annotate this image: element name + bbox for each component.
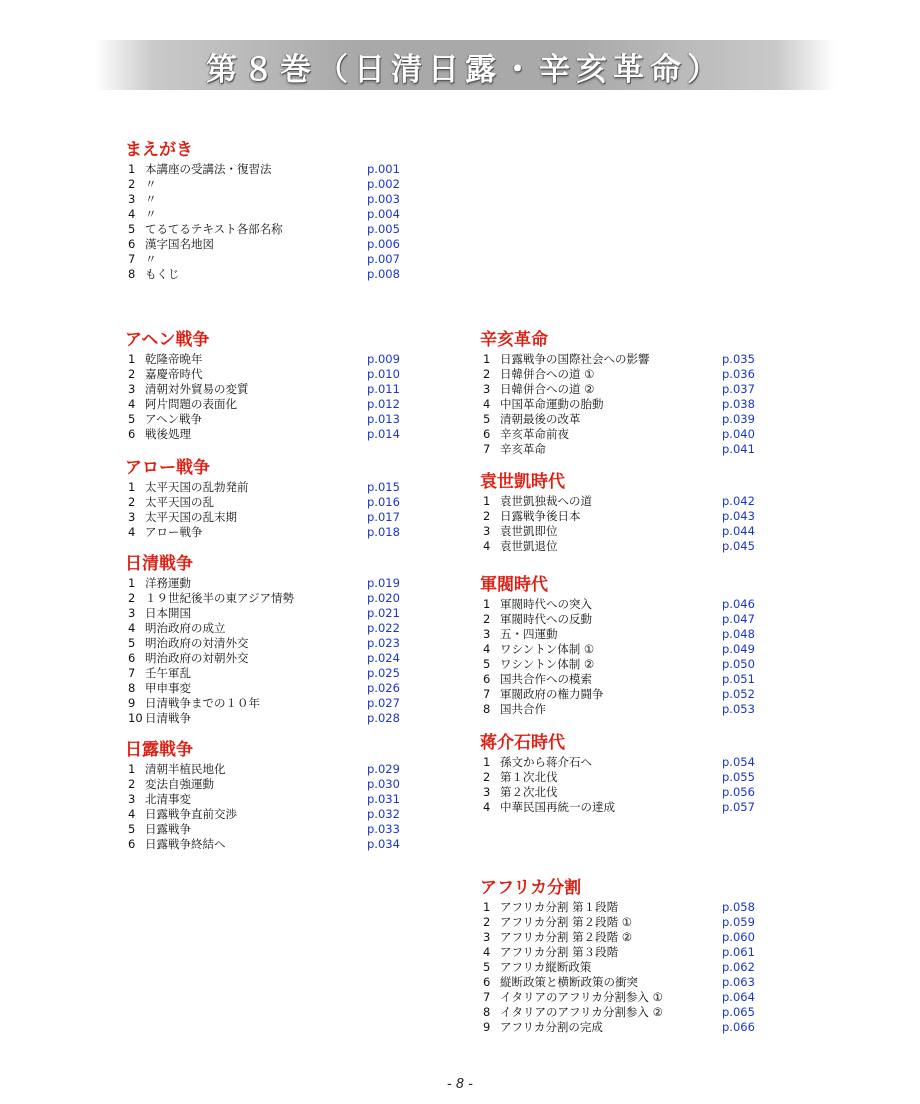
toc-entry — [125, 382, 400, 397]
entry-page-link[interactable]: p.025 — [367, 666, 400, 680]
toc-entry — [480, 642, 755, 657]
entry-number: 5 — [483, 657, 491, 671]
entry-page-link[interactable]: p.057 — [722, 800, 755, 814]
entry-page-link[interactable]: p.033 — [367, 822, 400, 836]
toc-entry — [480, 442, 755, 457]
entry-page-link[interactable]: p.013 — [367, 412, 400, 426]
toc-entry — [480, 672, 755, 687]
entry-page-link[interactable]: p.054 — [722, 755, 755, 769]
section-title: 日清戦争 — [125, 554, 193, 574]
toc-entry — [480, 975, 755, 990]
entry-page-link[interactable]: p.065 — [722, 1005, 755, 1019]
toc-section — [125, 458, 400, 540]
entry-number: 1 — [483, 597, 491, 611]
entry-number: 1 — [483, 900, 491, 914]
entry-number: 5 — [483, 412, 491, 426]
entry-title: 戦後処理 — [145, 427, 191, 441]
toc-entry — [125, 621, 400, 636]
entry-page-link[interactable]: p.043 — [722, 509, 755, 523]
entry-title: 辛亥革命 — [500, 442, 546, 456]
entry-page-link[interactable]: p.031 — [367, 792, 400, 806]
entry-number: 2 — [128, 367, 136, 381]
toc-entry — [480, 687, 755, 702]
entry-number: 9 — [128, 696, 136, 710]
entry-page-link[interactable]: p.062 — [722, 960, 755, 974]
entry-number: 2 — [128, 495, 136, 509]
toc-entry — [125, 267, 400, 282]
entry-page-link[interactable]: p.002 — [367, 177, 400, 191]
entry-page-link[interactable]: p.064 — [722, 990, 755, 1004]
toc-entry — [480, 945, 755, 960]
entry-page-link[interactable]: p.037 — [722, 382, 755, 396]
entry-page-link[interactable]: p.001 — [367, 162, 400, 176]
entry-title: イタリアのアフリカ分割参入 ② — [500, 1005, 663, 1019]
entry-title: イタリアのアフリカ分割参入 ① — [500, 990, 663, 1004]
entry-number: 2 — [483, 612, 491, 626]
toc-section — [125, 554, 400, 726]
entry-number: 1 — [128, 576, 136, 590]
entry-number: 2 — [128, 177, 136, 191]
entry-number: 1 — [483, 352, 491, 366]
entry-page-link[interactable]: p.004 — [367, 207, 400, 221]
entry-title: 日露戦争後日本 — [500, 509, 581, 523]
toc-entry — [125, 162, 400, 177]
toc-entry — [480, 800, 755, 815]
entry-title: 太平天国の乱末期 — [145, 510, 237, 524]
entry-title: 日露戦争直前交渉 — [145, 807, 237, 821]
entry-title: アフリカ縦断政策 — [500, 960, 592, 974]
entry-page-link[interactable]: p.053 — [722, 702, 755, 716]
entry-number: 1 — [128, 762, 136, 776]
entry-number: 7 — [483, 687, 491, 701]
toc-entry — [125, 666, 400, 681]
toc-entry — [125, 651, 400, 666]
entry-page-link[interactable]: p.017 — [367, 510, 400, 524]
entry-number: 5 — [128, 412, 136, 426]
title-banner — [95, 40, 835, 90]
entry-title: 軍閥時代への反動 — [500, 612, 592, 626]
toc-entry — [125, 606, 400, 621]
entry-title: １９世紀後半の東アジア情勢 — [145, 591, 295, 605]
entry-page-link[interactable]: p.038 — [722, 397, 755, 411]
entry-number: 4 — [128, 525, 136, 539]
entry-number: 7 — [128, 252, 136, 266]
entry-page-link[interactable]: p.015 — [367, 480, 400, 494]
toc-entry — [480, 1020, 755, 1035]
toc-entry — [480, 915, 755, 930]
entry-title: アロー戦争 — [145, 525, 203, 539]
entry-page-link[interactable]: p.051 — [722, 672, 755, 686]
entry-page-link[interactable]: p.011 — [367, 382, 400, 396]
entry-title: 洋務運動 — [145, 576, 191, 590]
toc-entry — [125, 792, 400, 807]
entry-number: 4 — [128, 807, 136, 821]
entry-title: 日韓併合への道 ② — [500, 382, 595, 396]
entry-title: 日本開国 — [145, 606, 191, 620]
entry-number: 2 — [483, 509, 491, 523]
entry-number: 6 — [128, 427, 136, 441]
entry-page-link[interactable]: p.009 — [367, 352, 400, 366]
entry-title: アフリカ分割 第３段階 — [500, 945, 619, 959]
toc-entry — [480, 494, 755, 509]
entry-number: 6 — [128, 237, 136, 251]
entry-title: 日清戦争 — [145, 711, 191, 725]
toc-entry — [480, 412, 755, 427]
entry-number: 4 — [128, 621, 136, 635]
toc-entry — [125, 192, 400, 207]
entry-page-link[interactable]: p.028 — [367, 711, 400, 725]
entry-number: 8 — [483, 1005, 491, 1019]
toc-entry — [480, 900, 755, 915]
entry-number: 4 — [128, 397, 136, 411]
entry-number: 3 — [483, 785, 491, 799]
toc-entry — [125, 207, 400, 222]
entry-page-link[interactable]: p.063 — [722, 975, 755, 989]
entry-title: 漢字国名地図 — [145, 237, 214, 251]
entry-number: 5 — [128, 636, 136, 650]
entry-title: 中国革命運動の胎動 — [500, 397, 604, 411]
entry-title: 嘉慶帝時代 — [145, 367, 203, 381]
entry-page-link[interactable]: p.048 — [722, 627, 755, 641]
entry-title: 清朝最後の改革 — [500, 412, 581, 426]
entry-page-link[interactable]: p.023 — [367, 636, 400, 650]
toc-section — [480, 575, 755, 717]
entry-number: 1 — [128, 480, 136, 494]
entry-number: 6 — [483, 975, 491, 989]
toc-entry — [125, 427, 400, 442]
entry-title: 〃 — [145, 207, 157, 221]
entry-title: 軍閥政府の権力闘争 — [500, 687, 604, 701]
toc-entry — [480, 397, 755, 412]
entry-page-link[interactable]: p.008 — [367, 267, 400, 281]
entry-page-link[interactable]: p.059 — [722, 915, 755, 929]
entry-number: 3 — [128, 192, 136, 206]
entry-title: 国共合作 — [500, 702, 546, 716]
toc-entry — [125, 696, 400, 711]
entry-page-link[interactable]: p.022 — [367, 621, 400, 635]
entry-page-link[interactable]: p.019 — [367, 576, 400, 590]
entry-page-link[interactable]: p.042 — [722, 494, 755, 508]
entry-page-link[interactable]: p.035 — [722, 352, 755, 366]
entry-page-link[interactable]: p.041 — [722, 442, 755, 456]
entry-title: 清朝半植民地化 — [145, 762, 226, 776]
toc-section — [125, 140, 400, 282]
entry-title: 日清戦争までの１０年 — [145, 696, 260, 710]
entry-number: 3 — [483, 524, 491, 538]
entry-title: 中華民国再統一の達成 — [500, 800, 615, 814]
entry-title: 甲申事変 — [145, 681, 191, 695]
entry-page-link[interactable]: p.018 — [367, 525, 400, 539]
section-items — [480, 900, 755, 1035]
entry-title: 壬午軍乱 — [145, 666, 191, 680]
section-title: 蒋介石時代 — [480, 733, 565, 753]
toc-entry — [125, 711, 400, 726]
toc-entry — [480, 524, 755, 539]
toc-entry — [125, 525, 400, 540]
entry-number: 4 — [483, 945, 491, 959]
entry-page-link[interactable]: p.050 — [722, 657, 755, 671]
entry-page-link[interactable]: p.003 — [367, 192, 400, 206]
entry-title: アフリカ分割の完成 — [500, 1020, 603, 1034]
entry-page-link[interactable]: p.029 — [367, 762, 400, 776]
entry-number: 3 — [128, 792, 136, 806]
entry-page-link[interactable]: p.061 — [722, 945, 755, 959]
toc-entry — [480, 509, 755, 524]
section-title: 軍閥時代 — [480, 575, 548, 595]
entry-title: 袁世凱独裁への道 — [500, 494, 592, 508]
entry-title: アフリカ分割 第１段階 — [500, 900, 619, 914]
entry-number: 6 — [483, 672, 491, 686]
toc-entry — [480, 612, 755, 627]
entry-title: 太平天国の乱勃発前 — [145, 480, 249, 494]
entry-title: 袁世凱即位 — [500, 524, 558, 538]
entry-number: 3 — [483, 627, 491, 641]
entry-number: 5 — [483, 960, 491, 974]
entry-page-link[interactable]: p.012 — [367, 397, 400, 411]
section-items — [125, 162, 400, 282]
entry-page-link[interactable]: p.020 — [367, 591, 400, 605]
toc-entry — [480, 627, 755, 642]
toc-entry — [480, 1005, 755, 1020]
entry-title: 〃 — [145, 252, 157, 266]
entry-page-link[interactable]: p.016 — [367, 495, 400, 509]
section-title: 袁世凱時代 — [480, 472, 565, 492]
section-title: まえがき — [125, 140, 193, 160]
entry-number: 4 — [483, 539, 491, 553]
entry-number: 8 — [483, 702, 491, 716]
entry-number: 10 — [128, 711, 143, 725]
toc-entry — [125, 367, 400, 382]
section-items — [125, 576, 400, 726]
toc-entry — [125, 412, 400, 427]
toc-entry — [125, 591, 400, 606]
entry-title: 第１次北伐 — [500, 770, 558, 784]
entry-number: 8 — [128, 681, 136, 695]
entry-number: 6 — [483, 427, 491, 441]
toc-entry — [125, 576, 400, 591]
toc-entry — [480, 755, 755, 770]
toc-entry — [480, 930, 755, 945]
toc-entry — [125, 352, 400, 367]
entry-number: 7 — [128, 666, 136, 680]
toc-entry — [480, 785, 755, 800]
toc-entry — [125, 177, 400, 192]
entry-title: 五・四運動 — [500, 627, 558, 641]
entry-number: 3 — [128, 510, 136, 524]
entry-number: 2 — [128, 591, 136, 605]
entry-title: ワシントン体制 ① — [500, 642, 595, 656]
toc-section — [480, 733, 755, 815]
toc-entry — [125, 636, 400, 651]
toc-entry — [480, 990, 755, 1005]
entry-title: 日韓併合への道 ① — [500, 367, 595, 381]
section-items — [480, 755, 755, 815]
toc-section — [480, 878, 755, 1035]
toc-entry — [125, 837, 400, 852]
volume-title: 第８巻（日清日露・辛亥革命） — [206, 52, 724, 88]
entry-title: アフリカ分割 第２段階 ① — [500, 915, 633, 929]
toc-entry — [480, 702, 755, 717]
entry-page-link[interactable]: p.026 — [367, 681, 400, 695]
entry-number: 2 — [483, 915, 491, 929]
entry-page-link[interactable]: p.066 — [722, 1020, 755, 1034]
entry-number: 2 — [483, 770, 491, 784]
toc-section — [480, 472, 755, 554]
entry-number: 2 — [128, 777, 136, 791]
entry-title: 日露戦争の国際社会への影響 — [500, 352, 650, 366]
toc-entry — [480, 770, 755, 785]
toc-entry — [480, 960, 755, 975]
section-items — [480, 494, 755, 554]
entry-title: 清朝対外貿易の変質 — [145, 382, 249, 396]
entry-title: 〃 — [145, 192, 157, 206]
toc-entry — [125, 397, 400, 412]
entry-title: 明治政府の対清外交 — [145, 636, 249, 650]
entry-number: 4 — [483, 397, 491, 411]
toc-entry — [125, 252, 400, 267]
toc-entry — [480, 427, 755, 442]
entry-page-link[interactable]: p.039 — [722, 412, 755, 426]
entry-number: 6 — [128, 651, 136, 665]
section-items — [480, 352, 755, 457]
entry-number: 8 — [128, 267, 136, 281]
entry-title: アヘン戦争 — [145, 412, 203, 426]
entry-number: 6 — [128, 837, 136, 851]
entry-title: 日露戦争 — [145, 822, 191, 836]
section-title: アフリカ分割 — [480, 878, 582, 898]
toc-entry — [125, 510, 400, 525]
section-items — [125, 480, 400, 540]
entry-page-link[interactable]: p.060 — [722, 930, 755, 944]
entry-title: 軍閥時代への突入 — [500, 597, 592, 611]
entry-page-link[interactable]: p.047 — [722, 612, 755, 626]
entry-page-link[interactable]: p.006 — [367, 237, 400, 251]
toc-entry — [125, 762, 400, 777]
toc-entry — [125, 237, 400, 252]
toc-entry — [125, 495, 400, 510]
entry-page-link[interactable]: p.010 — [367, 367, 400, 381]
entry-page-link[interactable]: p.014 — [367, 427, 400, 441]
entry-page-link[interactable]: p.005 — [367, 222, 400, 236]
entry-page-link[interactable]: p.046 — [722, 597, 755, 611]
entry-number: 5 — [128, 822, 136, 836]
entry-page-link[interactable]: p.030 — [367, 777, 400, 791]
toc-entry — [480, 352, 755, 367]
section-items — [125, 352, 400, 442]
entry-page-link[interactable]: p.027 — [367, 696, 400, 710]
entry-page-link[interactable]: p.021 — [367, 606, 400, 620]
section-title: アロー戦争 — [125, 458, 210, 478]
entry-page-link[interactable]: p.049 — [722, 642, 755, 656]
entry-title: 太平天国の乱 — [145, 495, 214, 509]
entry-number: 4 — [483, 800, 491, 814]
entry-number: 4 — [128, 207, 136, 221]
toc-entry — [480, 657, 755, 672]
entry-title: 第２次北伐 — [500, 785, 558, 799]
entry-title: アフリカ分割 第２段階 ② — [500, 930, 633, 944]
toc-entry — [125, 681, 400, 696]
entry-title: 日露戦争終結へ — [145, 837, 226, 851]
section-items — [125, 762, 400, 852]
entry-title: 明治政府の成立 — [145, 621, 226, 635]
entry-page-link[interactable]: p.052 — [722, 687, 755, 701]
toc-entry — [125, 807, 400, 822]
entry-title: 〃 — [145, 177, 157, 191]
entry-number: 3 — [483, 382, 491, 396]
section-items — [480, 597, 755, 717]
entry-page-link[interactable]: p.040 — [722, 427, 755, 441]
entry-page-link[interactable]: p.058 — [722, 900, 755, 914]
toc-entry — [125, 822, 400, 837]
toc-entry — [480, 539, 755, 554]
entry-title: 変法自強運動 — [145, 777, 214, 791]
entry-page-link[interactable]: p.036 — [722, 367, 755, 381]
entry-page-link[interactable]: p.045 — [722, 539, 755, 553]
page-number: - 8 - — [447, 1077, 473, 1092]
section-title: 辛亥革命 — [480, 330, 548, 350]
toc-section — [125, 740, 400, 852]
section-title: アヘン戦争 — [125, 330, 210, 350]
entry-number: 1 — [483, 494, 491, 508]
entry-number: 5 — [128, 222, 136, 236]
toc-entry — [125, 777, 400, 792]
entry-number: 3 — [128, 382, 136, 396]
toc-entry — [480, 382, 755, 397]
entry-number: 9 — [483, 1020, 491, 1034]
entry-page-link[interactable]: p.056 — [722, 785, 755, 799]
entry-title: 明治政府の対朝外交 — [145, 651, 249, 665]
entry-number: 4 — [483, 642, 491, 656]
entry-number: 7 — [483, 442, 491, 456]
entry-number: 1 — [128, 162, 136, 176]
entry-title: もくじ — [145, 267, 180, 281]
toc-entry — [480, 367, 755, 382]
section-title: 日露戦争 — [125, 740, 193, 760]
entry-page-link[interactable]: p.055 — [722, 770, 755, 784]
entry-title: ワシントン体制 ② — [500, 657, 595, 671]
entry-title: 乾隆帝晩年 — [145, 352, 203, 366]
entry-page-link[interactable]: p.044 — [722, 524, 755, 538]
toc-entry — [125, 480, 400, 495]
entry-number: 2 — [483, 367, 491, 381]
toc-section — [480, 330, 755, 457]
entry-title: 袁世凱退位 — [500, 539, 558, 553]
entry-number: 1 — [483, 755, 491, 769]
entry-page-link[interactable]: p.034 — [367, 837, 400, 851]
entry-number: 3 — [483, 930, 491, 944]
toc-section — [125, 330, 400, 442]
entry-title: 阿片問題の表面化 — [145, 397, 237, 411]
entry-title: 本講座の受講法・復習法 — [145, 162, 272, 176]
entry-page-link[interactable]: p.024 — [367, 651, 400, 665]
entry-title: 国共合作への模索 — [500, 672, 592, 686]
entry-number: 3 — [128, 606, 136, 620]
entry-title: てるてるテキスト各部名称 — [145, 222, 283, 236]
entry-number: 7 — [483, 990, 491, 1004]
toc-entry — [125, 222, 400, 237]
entry-number: 1 — [128, 352, 136, 366]
entry-title: 孫文から蒋介石へ — [500, 755, 592, 769]
toc-entry — [480, 597, 755, 612]
entry-title: 縦断政策と横断政策の衝突 — [500, 975, 638, 989]
entry-title: 辛亥革命前夜 — [500, 427, 569, 441]
entry-page-link[interactable]: p.032 — [367, 807, 400, 821]
entry-page-link[interactable]: p.007 — [367, 252, 400, 266]
entry-title: 北清事変 — [145, 792, 191, 806]
